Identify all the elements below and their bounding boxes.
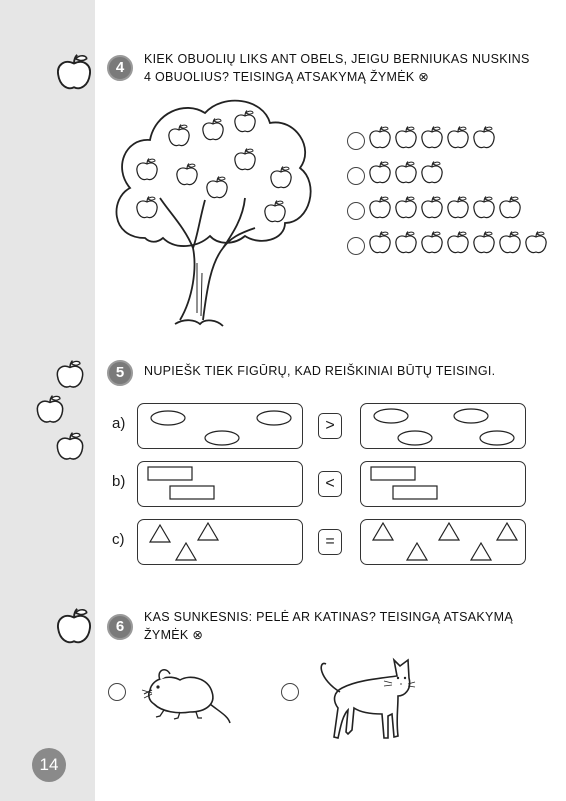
triangle-shape bbox=[471, 543, 491, 560]
option-apple-icon bbox=[474, 127, 494, 148]
option-apple-icon bbox=[370, 232, 390, 253]
mouse-answer-circle[interactable] bbox=[108, 683, 126, 701]
task-5-instruction: NUPIEŠK TIEK FIGŪRŲ, KAD REIŠKINIAI BŪTŲ TEISINGI. bbox=[144, 364, 496, 378]
ellipse-shape bbox=[257, 411, 291, 425]
page-number-badge: 14 bbox=[32, 748, 66, 782]
option-apple-icon bbox=[370, 197, 390, 218]
option-apple-icon bbox=[396, 162, 416, 183]
difficulty-apple-icon bbox=[55, 52, 93, 94]
triangle-shape bbox=[176, 543, 196, 560]
task-4-option-apples bbox=[368, 192, 528, 224]
rectangle-shape bbox=[148, 467, 192, 480]
option-apple-icon bbox=[474, 197, 494, 218]
rectangle-shape bbox=[393, 486, 437, 499]
option-apple-icon bbox=[422, 197, 442, 218]
ellipse-shape bbox=[454, 409, 488, 423]
rectangle-shape bbox=[371, 467, 415, 480]
right-drawing-box[interactable] bbox=[360, 519, 526, 565]
task-4-answer-circle[interactable] bbox=[347, 237, 365, 255]
rectangle-shape bbox=[170, 486, 214, 499]
difficulty-apple-icon bbox=[55, 358, 85, 392]
option-apple-icon bbox=[500, 232, 520, 253]
shape-group bbox=[138, 404, 301, 447]
shape-group bbox=[138, 462, 301, 505]
shape-group bbox=[361, 520, 524, 563]
option-apple-icon bbox=[448, 232, 468, 253]
comparison-sign: < bbox=[318, 471, 342, 497]
option-apple-icon bbox=[396, 127, 416, 148]
triangle-shape bbox=[497, 523, 517, 540]
cat-answer-circle[interactable] bbox=[281, 683, 299, 701]
ellipse-shape bbox=[480, 431, 514, 445]
right-drawing-box[interactable] bbox=[360, 403, 526, 449]
task-6-instruction-line1: KAS SUNKESNIS: PELĖ AR KATINAS? TEISINGĄ ATSAKYMĄ bbox=[144, 610, 513, 624]
shape-group bbox=[361, 462, 524, 505]
task-4-answer-circle[interactable] bbox=[347, 167, 365, 185]
triangle-shape bbox=[150, 525, 170, 542]
task-4-number-badge: 4 bbox=[107, 55, 133, 81]
option-apple-icon bbox=[448, 127, 468, 148]
option-apple-icon bbox=[526, 232, 546, 253]
task-4-option-apples bbox=[368, 157, 450, 189]
row-label: a) bbox=[112, 415, 126, 432]
comparison-sign: > bbox=[318, 413, 342, 439]
ellipse-shape bbox=[398, 431, 432, 445]
difficulty-apple-icon bbox=[55, 430, 85, 464]
option-apple-icon bbox=[422, 127, 442, 148]
right-drawing-box[interactable] bbox=[360, 461, 526, 507]
ellipse-shape bbox=[151, 411, 185, 425]
option-apple-icon bbox=[396, 232, 416, 253]
difficulty-apple-icon bbox=[35, 393, 65, 427]
row-label: b) bbox=[112, 473, 126, 490]
task-4-answer-circle[interactable] bbox=[347, 132, 365, 150]
ellipse-shape bbox=[205, 431, 239, 445]
cat-icon bbox=[312, 648, 417, 743]
left-drawing-box[interactable] bbox=[137, 461, 303, 507]
triangle-shape bbox=[198, 523, 218, 540]
option-apple-icon bbox=[500, 197, 520, 218]
option-apple-icon bbox=[370, 162, 390, 183]
option-apple-icon bbox=[448, 197, 468, 218]
shape-group bbox=[361, 404, 524, 447]
mouse-icon bbox=[140, 660, 235, 725]
task-5-number-badge: 5 bbox=[107, 360, 133, 386]
option-apple-icon bbox=[370, 127, 390, 148]
option-apple-icon bbox=[422, 162, 442, 183]
task-4-instruction-line2: 4 OBUOLIUS? TEISINGĄ ATSAKYMĄ ŽYMĖK ⊗ bbox=[144, 70, 430, 84]
task-4-option-apples bbox=[368, 227, 554, 259]
triangle-shape bbox=[407, 543, 427, 560]
ellipse-shape bbox=[374, 409, 408, 423]
task-4-answer-circle[interactable] bbox=[347, 202, 365, 220]
task-6-instruction-line2: ŽYMĖK ⊗ bbox=[144, 628, 204, 642]
comparison-sign: = bbox=[318, 529, 342, 555]
triangle-shape bbox=[373, 523, 393, 540]
apple-tree-illustration bbox=[105, 88, 320, 338]
shape-group bbox=[138, 520, 301, 563]
row-label: c) bbox=[112, 531, 125, 548]
task-6-number-badge: 6 bbox=[107, 614, 133, 640]
difficulty-apple-icon bbox=[55, 606, 93, 648]
left-drawing-box[interactable] bbox=[137, 403, 303, 449]
option-apple-icon bbox=[396, 197, 416, 218]
task-4-option-apples bbox=[368, 122, 502, 154]
option-apple-icon bbox=[474, 232, 494, 253]
option-apple-icon bbox=[422, 232, 442, 253]
triangle-shape bbox=[439, 523, 459, 540]
task-4-instruction-line1: KIEK OBUOLIŲ LIKS ANT OBELS, JEIGU BERNIUKAS NUSKINS bbox=[144, 52, 530, 66]
left-drawing-box[interactable] bbox=[137, 519, 303, 565]
